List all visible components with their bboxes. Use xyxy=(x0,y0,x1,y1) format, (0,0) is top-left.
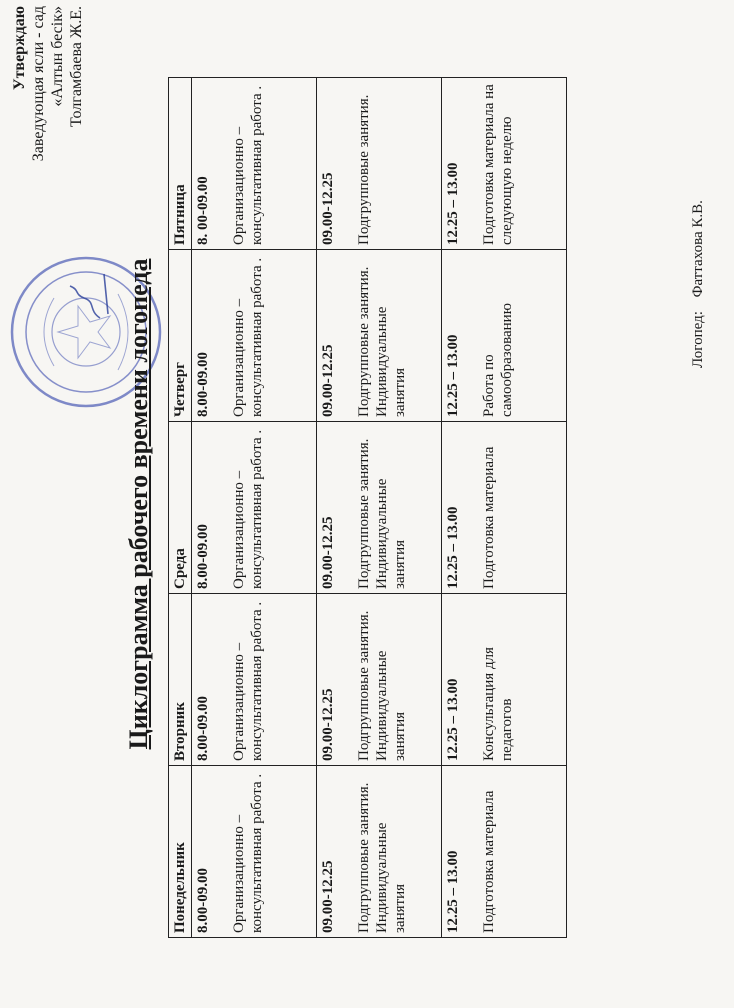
time-range: 8.00-09.00 xyxy=(195,696,211,761)
schedule-cell xyxy=(192,422,317,594)
schedule-cell xyxy=(317,766,442,938)
day-header: Вторник xyxy=(169,594,192,766)
time-range: 8.00-09.00 xyxy=(195,352,211,417)
time-range: 09.00-12.25 xyxy=(320,172,336,245)
approval-line: Утверждаю xyxy=(11,6,28,91)
schedule-cell xyxy=(317,594,442,766)
activity-text: Подготовка материала на следующую неделю xyxy=(481,84,515,245)
schedule-cell xyxy=(442,250,567,422)
activity-text: Организационно – консультативная работа . xyxy=(231,601,265,761)
time-range: 09.00-12.25 xyxy=(320,344,336,417)
signature-role: Логопед: xyxy=(690,311,706,368)
signature-name: Фаттахова К.В. xyxy=(690,200,706,298)
activity-text: Подгрупповые занятия. Индивидуальные занятия xyxy=(356,782,408,933)
approval-line: «Алтын бесік» xyxy=(49,6,66,107)
schedule-cell xyxy=(317,422,442,594)
time-range: 8. 00-09.00 xyxy=(195,176,211,245)
activity-text: Подгрупповые занятия. Индивидуальные занятия xyxy=(356,266,408,417)
schedule-cell xyxy=(192,78,317,250)
time-range: 12.25 – 13.00 xyxy=(445,506,461,589)
day-header: Среда xyxy=(169,422,192,594)
activity-text: Подгрупповые занятия. xyxy=(356,94,372,245)
activity-text: Работа по самообразованию xyxy=(481,303,515,417)
activity-text: Подготовка материала xyxy=(481,790,497,933)
activity-text: Подгрупповые занятия. Индивидуальные занятия xyxy=(356,438,408,589)
day-header: Четверг xyxy=(169,250,192,422)
day-header: Пятница xyxy=(169,78,192,250)
time-range: 12.25 – 13.00 xyxy=(445,162,461,245)
schedule-cell xyxy=(442,422,567,594)
schedule-table xyxy=(168,77,567,938)
activity-text: Организационно – консультативная работа . xyxy=(231,257,265,417)
time-range: 09.00-12.25 xyxy=(320,860,336,933)
schedule-cell xyxy=(317,250,442,422)
approval-line: Толгамбаева Ж.Е. xyxy=(68,6,85,128)
activity-text: Организационно – консультативная работа . xyxy=(231,429,265,589)
schedule-cell xyxy=(317,78,442,250)
table-header-row xyxy=(169,78,192,938)
schedule-cell xyxy=(192,250,317,422)
approval-line: Заведующая ясли - сад xyxy=(30,6,47,162)
activity-text: Подгрупповые занятия. Индивидуальные занятия xyxy=(356,610,408,761)
schedule-cell xyxy=(442,78,567,250)
table-row xyxy=(442,78,567,938)
schedule-cell xyxy=(442,766,567,938)
day-header: Понедельник xyxy=(169,766,192,938)
activity-text: Подготовка материала xyxy=(481,446,497,589)
activity-text: Консультация для педагогов xyxy=(481,647,515,761)
signature-line xyxy=(690,190,707,368)
time-range: 12.25 – 13.00 xyxy=(445,850,461,933)
page-title: Циклограмма рабочего времени логопеда xyxy=(124,258,153,750)
schedule-cell xyxy=(192,594,317,766)
time-range: 12.25 – 13.00 xyxy=(445,678,461,761)
time-range: 8.00-09.00 xyxy=(195,524,211,589)
time-range: 09.00-12.25 xyxy=(320,688,336,761)
time-range: 09.00-12.25 xyxy=(320,516,336,589)
schedule-cell xyxy=(442,594,567,766)
table-row xyxy=(192,78,317,938)
time-range: 12.25 – 13.00 xyxy=(445,334,461,417)
schedule-cell xyxy=(192,766,317,938)
approval-block xyxy=(10,6,86,161)
time-range: 8.00-09.00 xyxy=(195,868,211,933)
activity-text: Организационно – консультативная работа . xyxy=(231,85,265,245)
table-row xyxy=(317,78,442,938)
activity-text: Организационно – консультативная работа . xyxy=(231,773,265,933)
